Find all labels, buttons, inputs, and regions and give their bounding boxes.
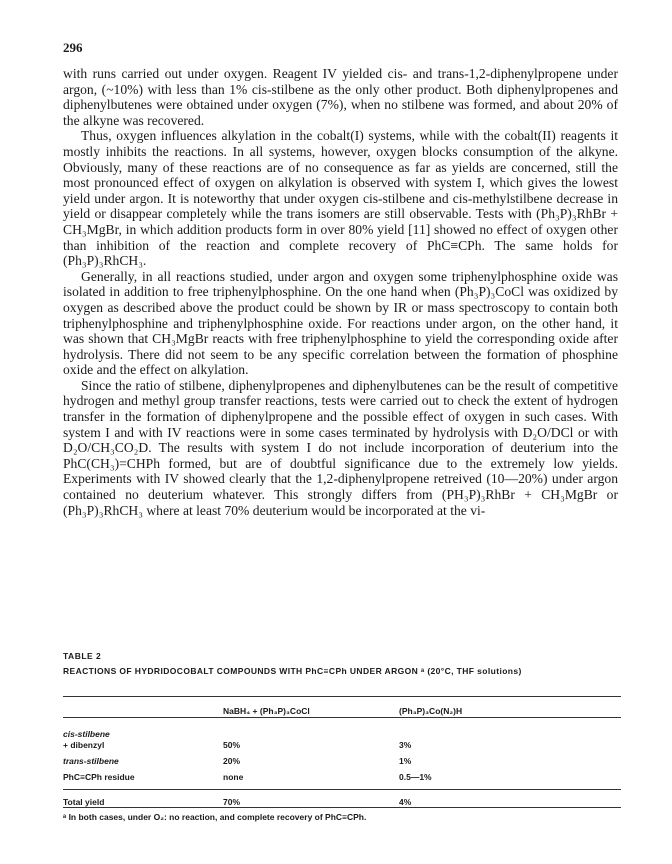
table-row-label: cis-stilbene — [63, 729, 110, 739]
table-cell: 4% — [399, 797, 412, 807]
table-row-label: Total yield — [63, 797, 105, 807]
table-bottom-rule — [63, 807, 621, 808]
table-caption: REACTIONS OF HYDRIDOCOBALT COMPOUNDS WITH PhC≡CPh UNDER ARGON ᵃ (20°C, THF solutions) — [63, 666, 522, 676]
table-cell: 3% — [399, 740, 412, 750]
table-top-rule — [63, 696, 621, 697]
table-header-rule — [63, 717, 621, 718]
body-text — [63, 66, 618, 518]
paragraph: with runs carried out under oxygen. Reagent IV yielded cis- and trans-1,2-diphenylpropene under argon, (~10%) with less than 1% cis-stilbene as the only other product. Both diphenylpropenes and diphenylbutenes were obtained under oxygen (7%), when no stilbene was formed, and about 20% of the alkyne was recovered. — [63, 66, 618, 128]
table-cell: 0.5—1% — [399, 772, 432, 782]
table-cell: 50% — [223, 740, 241, 750]
table-label: TABLE 2 — [63, 651, 102, 661]
table-row-label: trans-stilbene — [63, 756, 119, 766]
table-row-label: + dibenzyl — [63, 740, 105, 750]
table-total-rule — [63, 789, 621, 790]
table-footnote: ᵃ In both cases, under O₂: no reaction, and complete recovery of PhC≡CPh. — [63, 812, 367, 822]
table-cell: 70% — [223, 797, 241, 807]
paragraph: Since the ratio of stilbene, diphenylpropenes and diphenylbutenes can be the result of competitive hydrogen and methyl group transfer reactions, tests were carried out to check the extent of hydrogen transfer in the formation of diphenylpropene and the possible effect of oxygen in such cases. With system I and with IV reactions were in some cases terminated by hydrolysis with D₂O/DCl or with D₂O/CH₃CO₂D. The results with system I do not include incorporation of deuterium into the PhC(CH₃)=CHPh formed, but are of doubtful significance due to the extremely low yields. Experiments with IV showed clearly that the 1,2-diphenylpropene retreived (10—20%) under argon contained no deuterium whatever. This strongly differs from (PH₃P)₃RhBr + CH₃MgBr or (Ph₃P)₃RhCH₃ where at least 70% deuterium would be incorporated at the vi- — [63, 377, 618, 518]
table-header-cell: (Ph₃P)₃Co(N₂)H — [399, 706, 463, 716]
table-cell: 1% — [399, 756, 412, 766]
paragraph: Generally, in all reactions studied, under argon and oxygen some triphenylphosphine oxide was isolated in addition to free triphenylphosphine. On the one hand when (Ph₃P)₃CoCl was oxidized by oxygen as described above the product could be shown by IR or mass spectroscopy to contain both triphenylphosphine and triphenylphosphine oxide. For reactions under argon, on the other hand, it was shown that CH₃MgBr reacts with free triphenylphosphine to yield the corresponding oxide after hydrolysis. There did not seem to be any specific correlation between the formation of phosphine oxide and the effect on alkylation. — [63, 268, 618, 378]
paragraph: Thus, oxygen influences alkylation in the cobalt(I) systems, while with the cobalt(II) reagents it mostly inhibits the reactions. In all systems, however, oxygen blocks consumption of the alkyne. Obviously, many of these reactions are of no consequence as far as yields are concerned, still the most pronounced effect of oxygen on alkylation is observed with system I, which gives the lowest yield under argon. It is noteworthy that under oxygen cis-stilbene and cis-methylstilbene decrease in yield or disappear completely while the trans isomers are still observable. Tests with (Ph₃P)₃RhBr + CH₃MgBr, in which addition products form in over 80% yield [11] showed no effect of oxygen other than inhibition of the reaction and complete recovery of PhC≡CPh. The same holds for (Ph₃P)₃RhCH₃. — [63, 128, 618, 269]
table-cell: 20% — [223, 756, 241, 766]
table-row-label: PhC≡CPh residue — [63, 772, 135, 782]
table-header-cell: NaBH₄ + (Ph₃P)₃CoCl — [223, 706, 310, 716]
page-number: 296 — [63, 40, 83, 55]
table-cell: none — [223, 772, 244, 782]
